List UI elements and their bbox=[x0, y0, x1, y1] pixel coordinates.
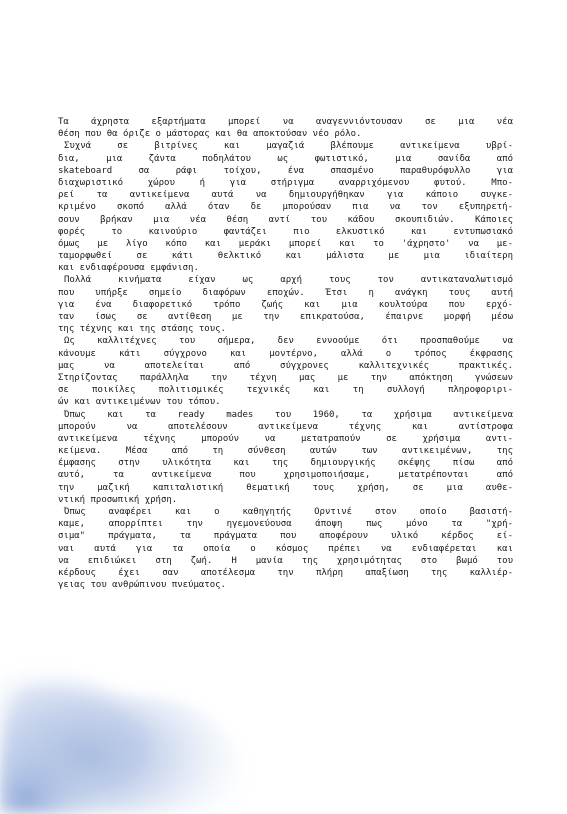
text-line: ταν ίσως σε αντίθεση με την επικρατούσα, έπαιρνε μορφή μέσω bbox=[58, 312, 513, 322]
text-line: της τέχνης και της στάσης τους. bbox=[58, 324, 226, 335]
text-line: μπορούν να αποτελέσουν αντικείμενα τέχνης και αντίστροφα bbox=[58, 421, 513, 432]
text-line: ντική προσωπική χρήση. bbox=[58, 494, 178, 505]
paragraph bbox=[58, 506, 513, 591]
text-line: όμως με λίγο κόπο και μεράκι μπορεί και το 'άχρηστο' να με- bbox=[58, 238, 513, 249]
text-line: μας να αποτελείται από σύγχρονες καλλιτεχνικές πρακτικές. bbox=[58, 360, 513, 371]
text-line: κάνουμε κάτι σύγχρονο και μοντέρνο, αλλά ο τρόπος έκφρασης bbox=[58, 348, 513, 359]
text-line: να επιδιώκει στη ζωή. Η μανία της χρησιμότητας στο βωμό του bbox=[58, 555, 513, 566]
text-line: αντικείμενα τέχνης μπορούν να μετατραπούν σε χρήσιμα αντι- bbox=[58, 433, 513, 444]
paragraph bbox=[58, 116, 513, 140]
text-line: καμε, απορρίπτει την ηγεμονεύουσα άποψη πως μόνο τα "χρή- bbox=[58, 519, 513, 530]
text-line: ών και αντικειμένων του τόπου. bbox=[58, 397, 221, 408]
text-line: διαχωριστικό χώρου ή για στήριγμα αναρριχόμενου φυτού. Μπο- bbox=[58, 177, 513, 188]
text-line: σουν βρήκαν μια νέα θέση αντί του κάδου σκουπιδιών. Κάποιες bbox=[58, 214, 513, 225]
text-line: ναι αυτά για τα οποία ο κόσμος πρέπει να ενδιαφέρεται και bbox=[58, 543, 513, 554]
text-line: για ένα διαφορετικό τρόπο ζωής και μια κουλτούρα που ερχό- bbox=[58, 299, 513, 310]
text-line: φορές το καινούριο φαντάζει πιο ελκυστικό και εντυπωσιακό bbox=[58, 226, 513, 237]
text-line: Πολλά κινήματα είχαν ως αρχή τους τον αντικαταναλωτισμό bbox=[64, 275, 513, 286]
watercolor-stain bbox=[0, 650, 260, 814]
text-line: Όπως και τα ready mades του 1960, τα χρήσιμα αντικείμενα bbox=[64, 409, 513, 420]
text-line: σιμα" πράγματα, τα πράγματα που αποφέρουν υλικό κέρδος εί- bbox=[58, 531, 513, 542]
text-line: την μαζική καπιταλιστική θεματική τους χρήση, σε μια αυθε- bbox=[58, 482, 513, 493]
text-line: Στηρίζοντας παράλληλα την τέχνη μας με την απόκτηση γνώσεων bbox=[58, 372, 513, 383]
text-line: κείμενα. Μέσα από τη σύνθεση αυτών των αντικειμένων, της bbox=[58, 446, 513, 457]
text-line: Ως καλλιτέχνες του σήμερα, δεν εννοούμε ότι προσπαθούμε να bbox=[64, 336, 513, 347]
body-text bbox=[58, 116, 513, 591]
text-line: ρεί τα αντικείμενα αυτά να δημιουργήθηκαν για κάποιο συγκε- bbox=[58, 190, 513, 201]
text-line: που υπήρξε σημείο διαφόρων εποχών. Έτσι η ανάγκη τους αυτή bbox=[58, 287, 513, 298]
paragraph bbox=[58, 409, 513, 507]
text-line: κέρδους έχει σαν αποτέλεσμα την πλήρη απαξίωση της καλλιέρ- bbox=[58, 567, 513, 578]
paragraph bbox=[58, 274, 513, 335]
text-line: δια, μια ζάντα ποδηλάτου ως φωτιστικό, μια σανίδα από bbox=[58, 153, 513, 164]
text-line: κριμένο σκοπό αλλά όταν δε μπορούσαν πια να τον εξυπηρετή- bbox=[58, 202, 513, 213]
text-line: σε ποικίλες πολιτισμικές τεχνικές και τη συλλογή πληροφοριρι- bbox=[58, 385, 513, 396]
text-line: ταμορφωθεί σε κάτι θελκτικό και μάλιστα με μια ιδιαίτερη bbox=[58, 251, 513, 262]
text-line: αυτό, τα αντικείμενα που χρησιμοποιήσαμε, μετατρέπονται από bbox=[58, 470, 513, 481]
paragraph bbox=[58, 335, 513, 408]
text-line: skateboard σα ράφι τοίχου, ένα σπασμένο παραθυρόφυλλο για bbox=[58, 165, 513, 176]
text-line: γειας του ανθρώπινου πνεύματος. bbox=[58, 580, 226, 591]
paragraph bbox=[58, 140, 513, 274]
text-line: και ενδιαφέρουσα εμφάνιση. bbox=[58, 263, 199, 274]
text-line: έμφασης στην υλικότητα και της δημιουργικής σκέψης πίσω από bbox=[58, 458, 513, 469]
text-line: Τα άχρηστα εξαρτήματα μπορεί να αναγεννιόντουσαν σε μια νέα bbox=[58, 117, 513, 127]
text-line: Όπως αναφέρει και ο καθηγητής Ορντινέ στον οποίο βασιστή- bbox=[64, 507, 513, 517]
text-line: θέση που θα όριζε ο μάστορας και θα αποκτούσαν νέο ρόλο. bbox=[58, 129, 362, 140]
text-line: Συχνά σε βιτρίνες και μαγαζιά βλέπουμε αντικείμενα υβρί- bbox=[64, 141, 513, 152]
